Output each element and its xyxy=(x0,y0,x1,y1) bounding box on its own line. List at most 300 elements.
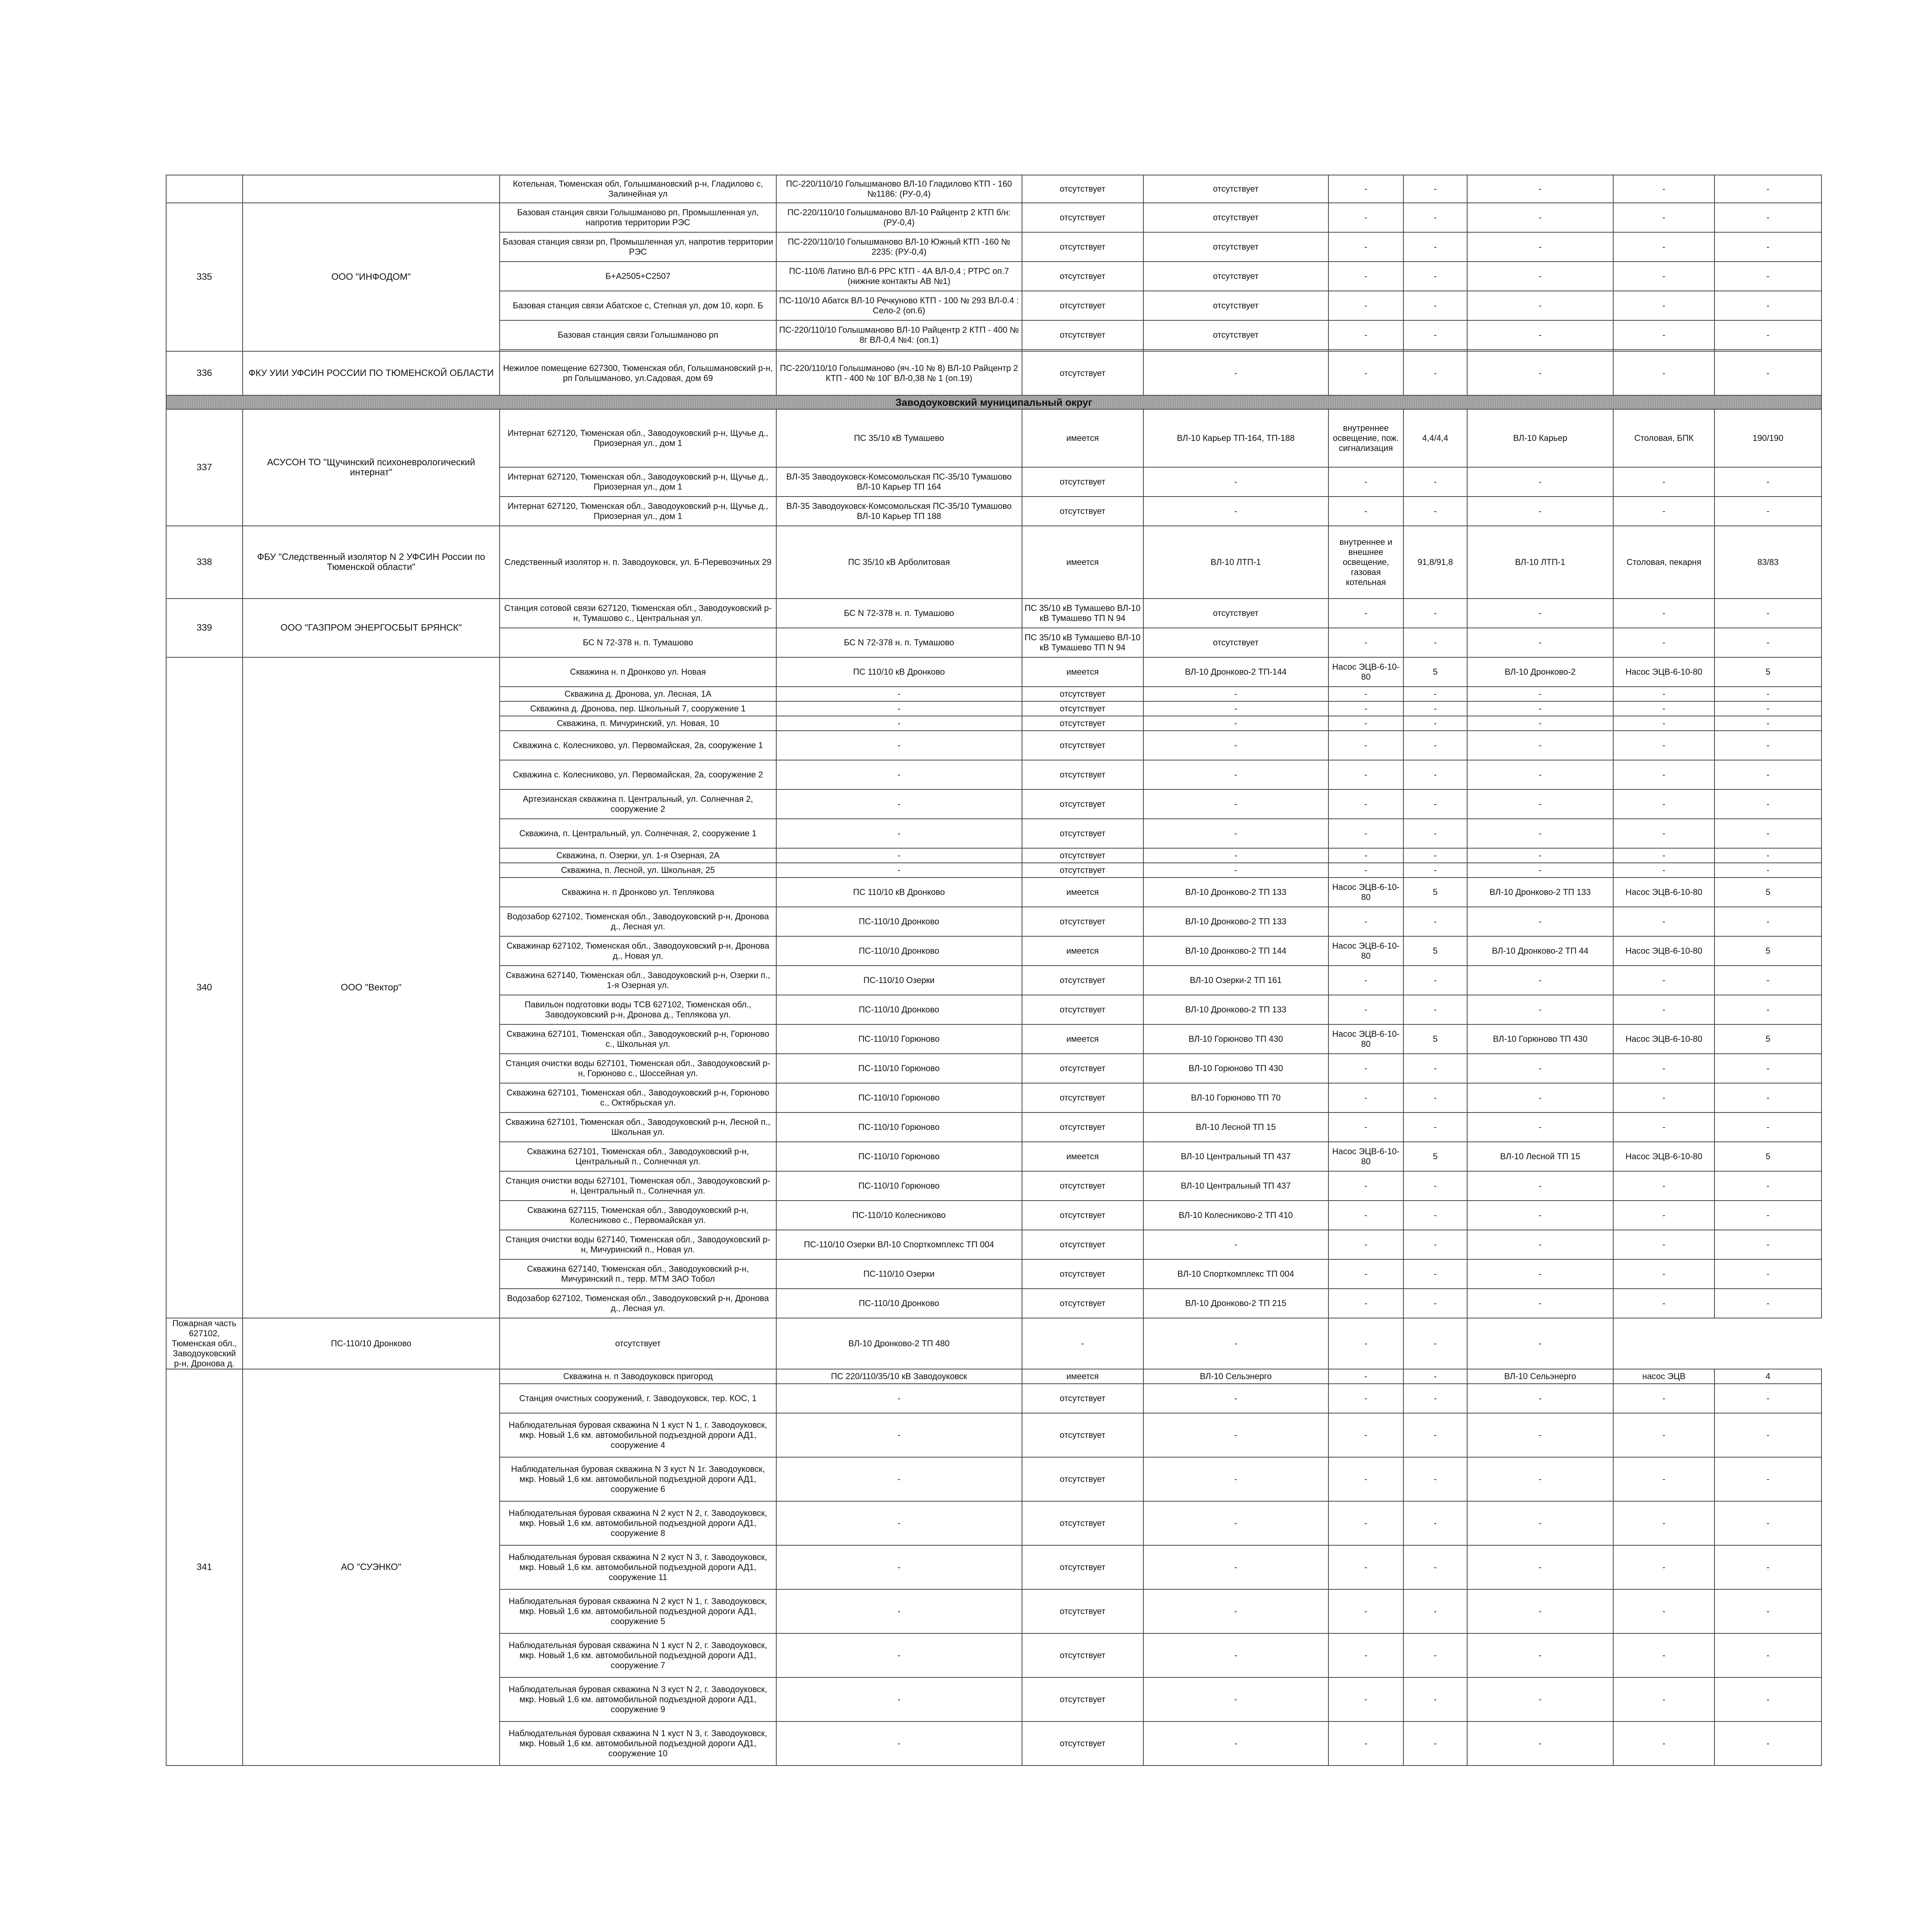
value-cell-c8: - xyxy=(1403,863,1467,878)
value-cell-c10: - xyxy=(1613,1289,1714,1318)
value-cell-c10: - xyxy=(1613,1384,1714,1413)
line-status-cell: - xyxy=(1143,789,1328,819)
value-cell-c7: - xyxy=(1328,701,1404,716)
value-cell-c9: - xyxy=(1467,291,1614,320)
value-cell-c7: - xyxy=(1328,628,1404,657)
power-source-cell: ПС-220/110/10 Голышманово ВЛ-10 Южный КТП -160 № 2235: (РУ-0,4) xyxy=(776,232,1022,262)
value-cell-c7: - xyxy=(1328,687,1404,701)
value-cell-c7: - xyxy=(1328,232,1404,262)
value-cell-c9: - xyxy=(1467,1289,1614,1318)
value-cell-c10: - xyxy=(1613,907,1714,936)
line-status-cell: - xyxy=(1143,819,1328,848)
value-cell-c7: - xyxy=(1328,1384,1404,1413)
feeder-cell: имеется xyxy=(1022,409,1143,467)
value-cell-c8: - xyxy=(1403,687,1467,701)
value-cell-c10: - xyxy=(1613,1201,1714,1230)
feeder-cell: отсутствует xyxy=(1022,1054,1143,1083)
line-status-cell: - xyxy=(1143,863,1328,878)
object-address-cell: Наблюдательная буровая скважина N 2 куст N 3, г. Заводоуковск, мкр. Новый 1,6 км. автомобильной подъездной дороги АД1, сооружение 11 xyxy=(500,1545,776,1589)
value-cell-c7: - xyxy=(1328,731,1404,760)
power-source-cell: - xyxy=(776,1545,1022,1589)
value-cell-c7: - xyxy=(1328,1545,1404,1589)
value-cell-c7: - xyxy=(1328,1369,1404,1384)
feeder-cell: отсутствует xyxy=(500,1318,776,1369)
power-source-cell: - xyxy=(776,701,1022,716)
feeder-cell: имеется xyxy=(1022,1142,1143,1171)
value-cell-c7: - xyxy=(1328,1501,1404,1545)
value-cell-c11: - xyxy=(1714,232,1821,262)
feeder-cell: отсутствует xyxy=(1022,716,1143,731)
object-address-cell: Станция очистки воды 627101, Тюменская обл., Заводоуковский р-н, Горюново с., Шоссейная ул. xyxy=(500,1054,776,1083)
value-cell-c11: - xyxy=(1714,1259,1821,1289)
value-cell-c8: - xyxy=(1403,1413,1467,1457)
object-address-cell: Базовая станция связи Голышманово рп xyxy=(500,320,776,350)
value-cell-c10: - xyxy=(1613,716,1714,731)
line-status-cell: ВЛ-10 Дронково-2 ТП 133 xyxy=(1143,995,1328,1024)
power-source-cell: - xyxy=(776,760,1022,789)
value-cell-c7: - xyxy=(1328,848,1404,863)
value-cell-c8: - xyxy=(1403,1289,1467,1318)
value-cell-c9: - xyxy=(1467,1545,1614,1589)
object-address-cell: Скважинар 627102, Тюменская обл., Заводоуковский р-н, Дронова д., Новая ул. xyxy=(500,936,776,966)
feeder-cell: имеется xyxy=(1022,1024,1143,1054)
feeder-cell: отсутствует xyxy=(1022,1589,1143,1633)
value-cell-c9: - xyxy=(1467,203,1614,232)
value-cell-c8: 5 xyxy=(1403,1024,1467,1054)
line-status-cell: отсутствует xyxy=(1143,262,1328,291)
feeder-cell: отсутствует xyxy=(1022,1230,1143,1259)
value-cell-c11: 5 xyxy=(1714,936,1821,966)
table-row xyxy=(166,657,1821,687)
value-cell-c7: - xyxy=(1328,599,1404,628)
object-address-cell: Водозабор 627102, Тюменская обл., Заводоуковский р-н, Дронова д., Лесная ул. xyxy=(500,1289,776,1318)
line-status-cell: ВЛ-10 Дронково-2 ТП 133 xyxy=(1143,907,1328,936)
value-cell-c7: - xyxy=(1328,1112,1404,1142)
value-cell-c11: - xyxy=(1714,966,1821,995)
value-cell-c9: - xyxy=(1467,232,1614,262)
power-source-cell: - xyxy=(776,1384,1022,1413)
value-cell-c7: - xyxy=(1328,1677,1404,1721)
value-cell-c11: - xyxy=(1714,1201,1821,1230)
value-cell-c10: - xyxy=(1613,1054,1714,1083)
value-cell-c10: - xyxy=(1613,1589,1714,1633)
feeder-cell: отсутствует xyxy=(1022,819,1143,848)
value-cell-c9: - xyxy=(1467,907,1614,936)
value-cell-c9: - xyxy=(1467,1677,1614,1721)
value-cell-c11: - xyxy=(1714,1413,1821,1457)
value-cell-c8: - xyxy=(1403,1589,1467,1633)
line-status-cell: ВЛ-10 Горюново ТП 430 xyxy=(1143,1054,1328,1083)
value-cell-c7: - xyxy=(1328,1721,1404,1766)
object-address-cell: Базовая станция связи рп, Промышленная ул, напротив территории РЭС xyxy=(500,232,776,262)
value-cell-c11: - xyxy=(1714,291,1821,320)
value-cell-c9: - xyxy=(1467,1384,1614,1413)
feeder-cell: отсутствует xyxy=(1022,1457,1143,1501)
feeder-cell: отсутствует xyxy=(1022,863,1143,878)
power-source-cell: ПС 110/10 кВ Дронково xyxy=(776,657,1022,687)
power-source-cell: ПС-110/10 Горюново xyxy=(776,1112,1022,1142)
feeder-cell: имеется xyxy=(1022,657,1143,687)
value-cell-c8: - xyxy=(1403,1259,1467,1289)
object-address-cell: Интернат 627120, Тюменская обл., Заводоуковский р-н, Щучье д., Приозерная ул., дом 1 xyxy=(500,409,776,467)
feeder-cell: отсутствует xyxy=(1022,1289,1143,1318)
value-cell-c7: - xyxy=(1328,819,1404,848)
line-status-cell: - xyxy=(1143,1457,1328,1501)
feeder-cell: отсутствует xyxy=(1022,1677,1143,1721)
value-cell-c8: - xyxy=(1403,497,1467,526)
value-cell-c11: - xyxy=(1714,497,1821,526)
object-address-cell: Скважина 627101, Тюменская обл., Заводоуковский р-н, Лесной п., Школьная ул. xyxy=(500,1112,776,1142)
value-cell-c7: - xyxy=(1328,1457,1404,1501)
line-status-cell: ВЛ-10 Дронково-2 ТП 480 xyxy=(776,1318,1022,1369)
feeder-cell: отсутствует xyxy=(1022,175,1143,203)
power-source-cell: ПС-110/10 Горюново xyxy=(776,1142,1022,1171)
power-source-cell: - xyxy=(776,789,1022,819)
object-address-cell: Скважина, п. Озерки, ул. 1-я Озерная, 2А xyxy=(500,848,776,863)
table-row xyxy=(166,1318,1821,1369)
value-cell-c10: - xyxy=(1613,203,1714,232)
value-cell-c10: - xyxy=(1613,863,1714,878)
value-cell-c9: - xyxy=(1467,863,1614,878)
line-status-cell: - xyxy=(1143,1413,1328,1457)
value-cell-c9: ВЛ-10 Карьер xyxy=(1467,409,1614,467)
value-cell-c8: - xyxy=(1403,1369,1467,1384)
row-number-cell: 336 xyxy=(166,351,243,395)
value-cell-c8: - xyxy=(1403,628,1467,657)
value-cell-c8: 91,8/91,8 xyxy=(1403,526,1467,599)
power-source-cell: БС N 72-378 н. п. Тумашово xyxy=(776,599,1022,628)
power-source-cell: ПС-220/110/10 Голышманово (яч.-10 № 8) ВЛ-10 Райцентр 2 КТП - 400 № 10Г ВЛ-0,38 № 1 (оп.19) xyxy=(776,351,1022,395)
power-source-cell: БС N 72-378 н. п. Тумашово xyxy=(776,628,1022,657)
value-cell-c7: - xyxy=(1328,1589,1404,1633)
value-cell-c8: - xyxy=(1403,731,1467,760)
value-cell-c10: - xyxy=(1613,1677,1714,1721)
power-source-cell: ПС 220/110/35/10 кВ Заводоуковск xyxy=(776,1369,1022,1384)
object-address-cell: Скважина д. Дронова, ул. Лесная, 1А xyxy=(500,687,776,701)
value-cell-c8: - xyxy=(1403,1545,1467,1589)
feeder-cell: отсутствует xyxy=(1022,907,1143,936)
object-address-cell: Наблюдательная буровая скважина N 2 куст N 1, г. Заводоуковск, мкр. Новый 1,6 км. автомобильной подъездной дороги АД1, сооружение 5 xyxy=(500,1589,776,1633)
power-source-cell: - xyxy=(776,1677,1022,1721)
value-cell-c10: - xyxy=(1613,1413,1714,1457)
feeder-cell: отсутствует xyxy=(1022,1259,1143,1289)
value-cell-c11: - xyxy=(1714,760,1821,789)
value-cell-c8: - xyxy=(1403,1201,1467,1230)
row-number-cell: 341 xyxy=(166,1369,243,1766)
value-cell-c9: - xyxy=(1467,1721,1614,1766)
value-cell-c10: насос ЭЦВ xyxy=(1613,1369,1714,1384)
value-cell-c11: - xyxy=(1714,467,1821,497)
value-cell-c8: - xyxy=(1403,995,1467,1024)
organization-cell: ООО "ГАЗПРОМ ЭНЕРГОСБЫТ БРЯНСК" xyxy=(243,599,500,657)
value-cell-c8: - xyxy=(1403,760,1467,789)
value-cell-c8: - xyxy=(1403,1112,1467,1142)
value-cell-c9: - xyxy=(1467,1112,1614,1142)
table-row xyxy=(166,203,1821,232)
feeder-cell: отсутствует xyxy=(1022,789,1143,819)
power-source-cell: ПС-110/10 Озерки ВЛ-10 Спорткомплекс ТП 004 xyxy=(776,1230,1022,1259)
value-cell-c11: - xyxy=(1714,701,1821,716)
object-address-cell: Пожарная часть 627102, Тюменская обл., Заводоуковский р-н, Дронова д. xyxy=(166,1318,243,1369)
line-status-cell: - xyxy=(1143,1589,1328,1633)
feeder-cell: отсутствует xyxy=(1022,966,1143,995)
value-cell-c11: - xyxy=(1714,1112,1821,1142)
value-cell-c11: - xyxy=(1714,1589,1821,1633)
object-address-cell: БС N 72-378 н. п. Тумашово xyxy=(500,628,776,657)
feeder-cell: отсутствует xyxy=(1022,731,1143,760)
value-cell-c7: - xyxy=(1328,760,1404,789)
value-cell-c10: - xyxy=(1613,1112,1714,1142)
feeder-cell: отсутствует xyxy=(1022,701,1143,716)
line-status-cell: ВЛ-10 Колесниково-2 ТП 410 xyxy=(1143,1201,1328,1230)
value-cell-c10: - xyxy=(1613,497,1714,526)
power-source-cell: ПС-110/10 Озерки xyxy=(776,1259,1022,1289)
value-cell-c7: - xyxy=(1328,863,1404,878)
power-source-cell: ПС-110/10 Дронково xyxy=(776,936,1022,966)
feeder-cell: отсутствует xyxy=(1022,320,1143,350)
value-cell-c10: - xyxy=(1613,628,1714,657)
value-cell-c8: - xyxy=(1403,1171,1467,1201)
value-cell-c11: - xyxy=(1714,599,1821,628)
value-cell-c11: - xyxy=(1467,1318,1614,1369)
value-cell-c9: ВЛ-10 Лесной ТП 15 xyxy=(1467,1142,1614,1171)
value-cell-c8: 5 xyxy=(1403,936,1467,966)
data-table xyxy=(166,175,1822,1766)
value-cell-c8: - xyxy=(1403,291,1467,320)
line-status-cell: - xyxy=(1143,701,1328,716)
value-cell-c8: - xyxy=(1403,789,1467,819)
value-cell-c9: ВЛ-10 Дронково-2 xyxy=(1467,657,1614,687)
line-status-cell: - xyxy=(1143,716,1328,731)
organization-cell xyxy=(243,175,500,203)
value-cell-c9: - xyxy=(1467,716,1614,731)
value-cell-c8: 5 xyxy=(1403,1142,1467,1171)
power-source-cell: ПС-110/10 Дронково xyxy=(776,1289,1022,1318)
value-cell-c10: - xyxy=(1613,1171,1714,1201)
value-cell-c7: - xyxy=(1328,966,1404,995)
value-cell-c10: - xyxy=(1613,731,1714,760)
object-address-cell: Наблюдательная буровая скважина N 1 куст N 3, г. Заводоуковск, мкр. Новый 1,6 км. автомобильной подъездной дороги АД1, сооружение 10 xyxy=(500,1721,776,1766)
line-status-cell: ВЛ-10 Горюново ТП 430 xyxy=(1143,1024,1328,1054)
power-source-cell: - xyxy=(776,1633,1022,1677)
value-cell-c7: - xyxy=(1328,351,1404,395)
value-cell-c11: 4 xyxy=(1714,1369,1821,1384)
line-status-cell: - xyxy=(1143,467,1328,497)
value-cell-c11: - xyxy=(1714,731,1821,760)
value-cell-c10: - xyxy=(1613,232,1714,262)
value-cell-c10: - xyxy=(1613,687,1714,701)
value-cell-c10: - xyxy=(1613,1230,1714,1259)
value-cell-c9: - xyxy=(1467,1201,1614,1230)
value-cell-c11: - xyxy=(1714,907,1821,936)
line-status-cell: - xyxy=(1143,1545,1328,1589)
line-status-cell: - xyxy=(1143,351,1328,395)
value-cell-c10: Столовая, пекарня xyxy=(1613,526,1714,599)
feeder-cell: отсутствует xyxy=(1022,760,1143,789)
value-cell-c9: - xyxy=(1467,687,1614,701)
value-cell-c10: Насос ЭЦВ-6-10-80 xyxy=(1613,1024,1714,1054)
object-address-cell: Наблюдательная буровая скважина N 1 куст N 1, г. Заводоуковск, мкр. Новый 1,6 км. автомобильной подъездной дороги АД1, сооружение 4 xyxy=(500,1413,776,1457)
line-status-cell: ВЛ-10 Спорткомплекс ТП 004 xyxy=(1143,1259,1328,1289)
object-address-cell: Наблюдательная буровая скважина N 3 куст N 1г. Заводоуковск, мкр. Новый 1,6 км. автомобильной подъездной дороги АД1, сооружение 6 xyxy=(500,1457,776,1501)
value-cell-c10: - xyxy=(1613,1457,1714,1501)
object-address-cell: Интернат 627120, Тюменская обл., Заводоуковский р-н, Щучье д., Приозерная ул., дом 1 xyxy=(500,497,776,526)
object-address-cell: Скважина н. п Дронково ул. Теплякова xyxy=(500,878,776,907)
value-cell-c10: - xyxy=(1613,701,1714,716)
power-source-cell: ПС-110/6 Латино ВЛ-6 РРС КТП - 4А ВЛ-0,4 ; РТРС оп.7 (нижние контакты АВ №1) xyxy=(776,262,1022,291)
value-cell-c10: - xyxy=(1613,819,1714,848)
feeder-cell: отсутствует xyxy=(1022,203,1143,232)
value-cell-c8: 4,4/4,4 xyxy=(1403,409,1467,467)
object-address-cell: Скважина 627140, Тюменская обл., Заводоуковский р-н, Озерки п., 1-я Озерная ул. xyxy=(500,966,776,995)
feeder-cell: отсутствует xyxy=(1022,1112,1143,1142)
object-address-cell: Нежилое помещение 627300, Тюменская обл, Голышмановский р-н, рп Голышманово, ул.Садовая, дом 69 xyxy=(500,351,776,395)
value-cell-c10: - xyxy=(1613,1721,1714,1766)
value-cell-c9: - xyxy=(1467,731,1614,760)
value-cell-c10: - xyxy=(1613,262,1714,291)
line-status-cell: отсутствует xyxy=(1143,203,1328,232)
feeder-cell: отсутствует xyxy=(1022,262,1143,291)
value-cell-c9: - xyxy=(1467,1083,1614,1112)
value-cell-c8: - xyxy=(1403,716,1467,731)
object-address-cell: Скважина н. п Дронково ул. Новая xyxy=(500,657,776,687)
feeder-cell: отсутствует xyxy=(1022,467,1143,497)
object-address-cell: Станция сотовой связи 627120, Тюменская обл., Заводоуковский р-н, Тумашово с., Центральная ул. xyxy=(500,599,776,628)
object-address-cell: Наблюдательная буровая скважина N 1 куст N 2, г. Заводоуковск, мкр. Новый 1,6 км. автомобильной подъездной дороги АД1, сооружение 7 xyxy=(500,1633,776,1677)
value-cell-c7: - xyxy=(1328,262,1404,291)
power-source-cell: ПС-110/10 Дронково xyxy=(243,1318,500,1369)
line-status-cell: отсутствует xyxy=(1143,291,1328,320)
power-source-cell: ПС-220/110/10 Голышманово ВЛ-10 Гладилово КТП - 160 №1186: (РУ-0,4) xyxy=(776,175,1022,203)
value-cell-c11: - xyxy=(1714,687,1821,701)
value-cell-c10: - xyxy=(1613,1501,1714,1545)
feeder-cell: отсутствует xyxy=(1022,1721,1143,1766)
power-source-cell: ПС-110/10 Горюново xyxy=(776,1171,1022,1201)
value-cell-c10: Насос ЭЦВ-6-10-80 xyxy=(1613,1142,1714,1171)
value-cell-c8: - xyxy=(1403,1677,1467,1721)
value-cell-c11: 5 xyxy=(1714,1024,1821,1054)
value-cell-c8: - xyxy=(1403,1083,1467,1112)
line-status-cell: - xyxy=(1143,1384,1328,1413)
value-cell-c11: - xyxy=(1714,1083,1821,1112)
value-cell-c10: - xyxy=(1613,1633,1714,1677)
feeder-cell: отсутствует xyxy=(1022,232,1143,262)
line-status-cell: - xyxy=(1143,1230,1328,1259)
value-cell-c8: - xyxy=(1403,320,1467,350)
feeder-cell: имеется xyxy=(1022,526,1143,599)
value-cell-c11: - xyxy=(1714,203,1821,232)
line-status-cell: ВЛ-10 Лесной ТП 15 xyxy=(1143,1112,1328,1142)
table-row xyxy=(166,351,1821,395)
power-source-cell: ПС 35/10 кВ Тумашево xyxy=(776,409,1022,467)
value-cell-c9: - xyxy=(1467,760,1614,789)
table-row xyxy=(166,175,1821,203)
value-cell-c9: ВЛ-10 Горюново ТП 430 xyxy=(1467,1024,1614,1054)
line-status-cell: ВЛ-10 Центральный ТП 437 xyxy=(1143,1171,1328,1201)
value-cell-c7: - xyxy=(1328,1633,1404,1677)
value-cell-c7: - xyxy=(1328,1230,1404,1259)
line-status-cell: ВЛ-10 Дронково-2 ТП-144 xyxy=(1143,657,1328,687)
value-cell-c9: - xyxy=(1328,1318,1404,1369)
value-cell-c9: - xyxy=(1467,1589,1614,1633)
feeder-cell: отсутствует xyxy=(1022,687,1143,701)
value-cell-c10: Насос ЭЦВ-6-10-80 xyxy=(1613,936,1714,966)
value-cell-c9: ВЛ-10 Дронково-2 ТП 44 xyxy=(1467,936,1614,966)
object-address-cell: Станция очистки воды 627101, Тюменская обл., Заводоуковский р-н, Центральный п., Солнечная ул. xyxy=(500,1171,776,1201)
value-cell-c11: - xyxy=(1714,1501,1821,1545)
value-cell-c8: - xyxy=(1403,1230,1467,1259)
value-cell-c9: - xyxy=(1467,628,1614,657)
object-address-cell: Водозабор 627102, Тюменская обл., Заводоуковский р-н, Дронова д., Лесная ул. xyxy=(500,907,776,936)
line-status-cell: ВЛ-10 Горюново ТП 70 xyxy=(1143,1083,1328,1112)
feeder-cell: отсутствует xyxy=(1022,1171,1143,1201)
feeder-cell: отсутствует xyxy=(1022,497,1143,526)
value-cell-c7: Насос ЭЦВ-6-10-80 xyxy=(1328,878,1404,907)
value-cell-c9: ВЛ-10 Дронково-2 ТП 133 xyxy=(1467,878,1614,907)
object-address-cell: Станция очистки воды 627140, Тюменская обл., Заводоуковский р-н, Мичуринский п., Новая ул. xyxy=(500,1230,776,1259)
value-cell-c9: - xyxy=(1467,1259,1614,1289)
value-cell-c11: - xyxy=(1714,175,1821,203)
power-source-cell: - xyxy=(776,1721,1022,1766)
power-source-cell: - xyxy=(776,1457,1022,1501)
value-cell-c9: - xyxy=(1467,1413,1614,1457)
value-cell-c8: 5 xyxy=(1403,657,1467,687)
value-cell-c10: Насос ЭЦВ-6-10-80 xyxy=(1613,657,1714,687)
value-cell-c11: - xyxy=(1714,863,1821,878)
value-cell-c7: - xyxy=(1328,467,1404,497)
value-cell-c8: - xyxy=(1403,1501,1467,1545)
line-status-cell: - xyxy=(1143,1721,1328,1766)
value-cell-c10: - xyxy=(1613,599,1714,628)
object-address-cell: Артезианская скважина п. Центральный, ул. Солнечная 2, сооружение 2 xyxy=(500,789,776,819)
feeder-cell: отсутствует xyxy=(1022,1501,1143,1545)
value-cell-c10: - xyxy=(1613,995,1714,1024)
line-status-cell: ВЛ-10 Сельэнерго xyxy=(1143,1369,1328,1384)
value-cell-c7: - xyxy=(1328,1259,1404,1289)
feeder-cell: ПС 35/10 кВ Тумашево ВЛ-10 кВ Тумашево ТП N 94 xyxy=(1022,599,1143,628)
value-cell-c8: - xyxy=(1403,907,1467,936)
row-number-cell: 337 xyxy=(166,409,243,526)
table-row xyxy=(166,599,1821,628)
value-cell-c8: - xyxy=(1403,1054,1467,1083)
value-cell-c9: - xyxy=(1467,848,1614,863)
value-cell-c7: внутреннее и внешнее освещение, газовая котельная xyxy=(1328,526,1404,599)
value-cell-c11: - xyxy=(1714,262,1821,291)
value-cell-c8: - xyxy=(1403,203,1467,232)
value-cell-c11: - xyxy=(1714,1384,1821,1413)
value-cell-c8: - xyxy=(1143,1318,1328,1369)
row-number-cell xyxy=(166,175,243,203)
value-cell-c10: - xyxy=(1613,848,1714,863)
power-source-cell: ПС-110/10 Горюново xyxy=(776,1024,1022,1054)
line-status-cell: - xyxy=(1143,1677,1328,1721)
object-address-cell: Скважина 627101, Тюменская обл., Заводоуковский р-н, Горюново с., Октябрьская ул. xyxy=(500,1083,776,1112)
line-status-cell: отсутствует xyxy=(1143,628,1328,657)
organization-cell: АСУСОН ТО "Щучинский психоневрологический интернат" xyxy=(243,409,500,526)
object-address-cell: Скважина н. п Заводоуковск пригород xyxy=(500,1369,776,1384)
line-status-cell: ВЛ-10 ЛТП-1 xyxy=(1143,526,1328,599)
value-cell-c11: - xyxy=(1714,628,1821,657)
object-address-cell: Скважина 627101, Тюменская обл., Заводоуковский р-н, Центральный п., Солнечная ул. xyxy=(500,1142,776,1171)
line-status-cell: ВЛ-10 Центральный ТП 437 xyxy=(1143,1142,1328,1171)
power-source-cell: - xyxy=(776,863,1022,878)
feeder-cell: отсутствует xyxy=(1022,351,1143,395)
value-cell-c8: - xyxy=(1403,1633,1467,1677)
value-cell-c11: - xyxy=(1714,1289,1821,1318)
feeder-cell: имеется xyxy=(1022,936,1143,966)
feeder-cell: отсутствует xyxy=(1022,291,1143,320)
value-cell-c11: - xyxy=(1714,1054,1821,1083)
